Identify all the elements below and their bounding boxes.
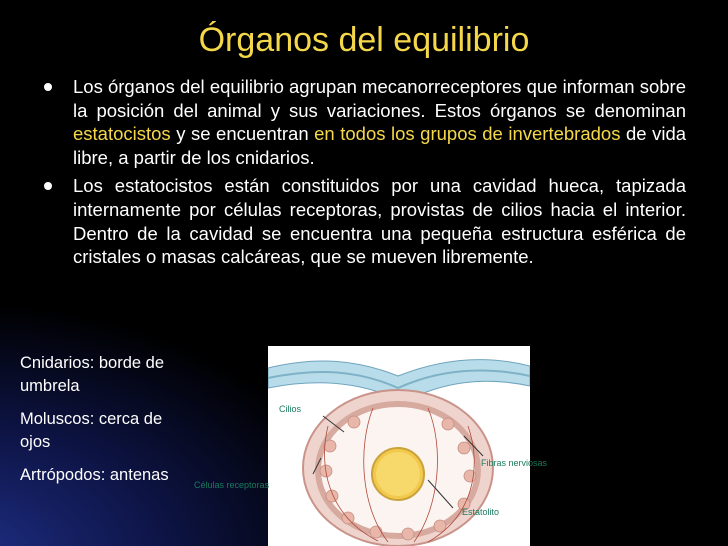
bullet-list xyxy=(40,75,686,274)
highlight-estatocistos: estatocistos xyxy=(73,123,171,145)
bullet-icon xyxy=(44,83,52,91)
note-cnidarios: Cnidarios: borde de umbrela xyxy=(20,354,165,395)
bullet-item-2 xyxy=(40,174,686,268)
bullet-1-text: Los órganos del equilibrio agrupan mecanorreceptores que informan sobre la posición del animal y sus variaciones. Estos órganos se denominan xyxy=(73,76,686,121)
side-notes xyxy=(20,352,178,497)
label-fibras: Fibras nerviosas xyxy=(481,458,548,468)
label-estatolito: Estatolito xyxy=(462,507,500,517)
label-cilios: Cilios xyxy=(279,404,302,414)
slide-title: Órganos del equilibrio xyxy=(198,21,530,59)
note-artropodos: Artrópodos: antenas xyxy=(20,466,169,484)
bullet-2-text: Los estatocistos están constituidos por una cavidad hueca, tapizada internamente por células receptoras, provistas de cilios hacia el interior. Dentro de la cavidad se encuentra una pequeña estructura esférica de cristales o masas calcáreas, que se mueven libremente. xyxy=(73,175,686,268)
bullet-1-end: de vida libre, a partir de los cnidarios. xyxy=(73,123,687,168)
label-celulas: Células receptoras xyxy=(194,480,270,490)
highlight-invertebrados: en todos los grupos de invertebrados xyxy=(314,123,621,145)
statocyst-diagram xyxy=(194,346,548,546)
bullet-icon xyxy=(44,182,52,190)
note-moluscos: Moluscos: cerca de ojos xyxy=(20,410,163,451)
bullet-item-1 xyxy=(40,75,686,169)
bullet-1-middle: y se encuentran xyxy=(170,123,315,145)
